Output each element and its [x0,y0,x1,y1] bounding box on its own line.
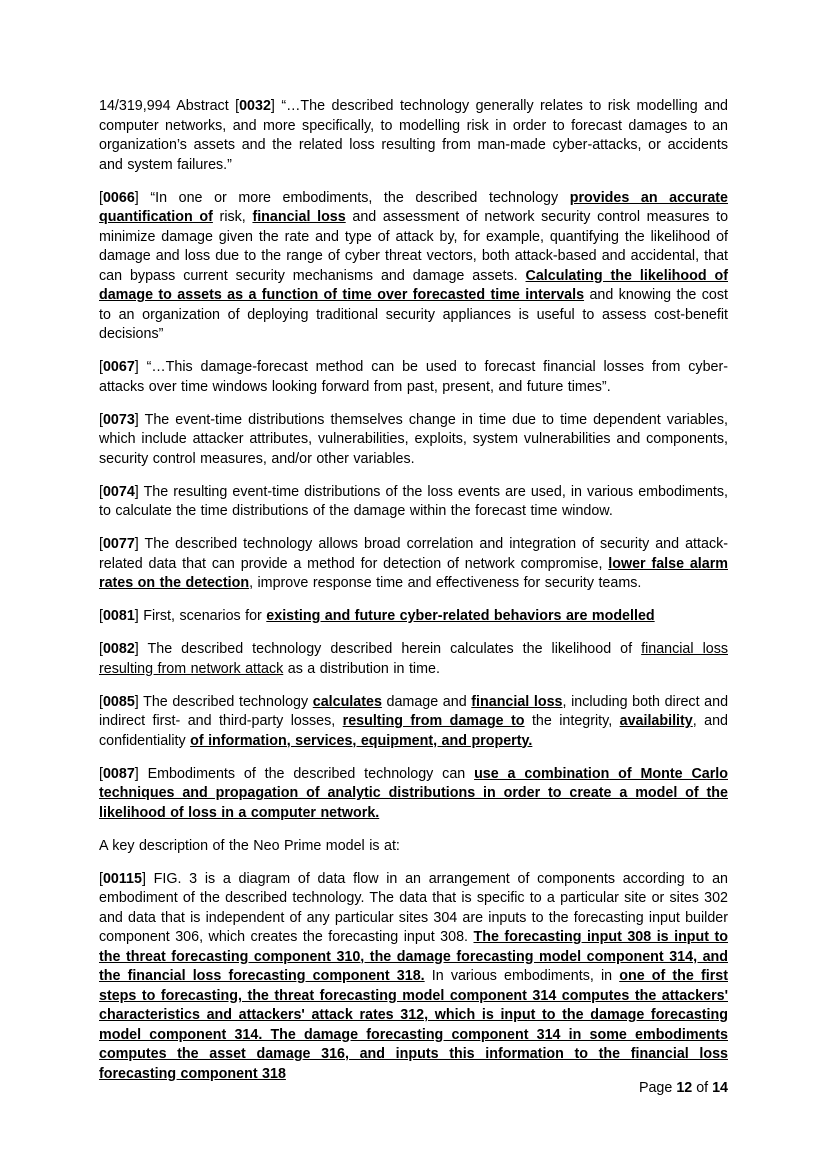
paragraph [99,189,728,345]
text-run: damage and [381,693,472,710]
text-run: [ [99,483,103,500]
paragraph [99,607,728,627]
text-run: existing and future cyber-related behaviors are modelled [266,608,655,624]
text-run: 0085 [102,693,135,710]
footer-page-number: 12 [676,1080,693,1096]
text-run: 0073 [102,411,135,428]
text-run: risk, [212,209,253,225]
paragraph [99,535,728,594]
text-run: [ [99,189,103,206]
text-run: 0066 [102,189,135,206]
text-run: In various embodiments, in [424,968,620,984]
text-run: [ [99,359,103,375]
text-run: ] FIG. 3 is a diagram of data flow in an arrangement of components according to an embodiment of the described technology. The data that is specific to a particular site or sites 302 and data that is independent of any particular sites 304 are inputs to the forecasting input builder component 306, which creates the forecasting input 308. [99,870,728,945]
paragraph [99,693,728,752]
text-run: , and confidentiality [99,713,728,749]
text-run: ] “In one or more embodiments, the described technology [134,189,570,206]
text-run: ] The described technology described herein calculates the likelihood of [134,641,642,657]
footer-page-prefix: Page [638,1080,677,1096]
text-run: and assessment of network security control measures to minimize damage given the rate and type of attack by, for example, quantifying the likelihood of damage and loss due to the range of cyber threat vectors, both attack-based and accidental, that can bypass current security mechanisms and damage assets. [99,209,729,284]
text-run: financial loss [471,693,563,710]
text-run: provides an accurate quantification of [99,189,728,225]
text-run: ] The described technology [134,693,313,710]
text-run: Calculating the likelihood of damage to assets as a function of time over forecasted time intervals [99,267,729,303]
text-run: [ [99,693,103,710]
text-run: 0087 [102,765,135,782]
text-run: 00115 [102,870,142,887]
paragraph [99,411,728,470]
text-run: ] “…The described technology generally relates to risk modelling and computer networks, and more specifically, to modelling risk in order to forecast damages to an organization’s assets and the related loss resulting from man-made cyber-attacks, or accidents and system failures.” [99,98,729,173]
text-run: the integrity, [524,713,620,729]
text-run: 14/319,994 Abstract [ [99,98,240,114]
text-run: 0082 [102,641,135,657]
text-run: [ [99,765,103,782]
page-footer [639,1079,728,1099]
text-run: [ [99,411,103,428]
paragraph [99,358,728,397]
text-run: [ [99,536,103,552]
text-run: 0032 [239,98,271,114]
text-run: 0081 [102,608,135,624]
text-run: ] The described technology allows broad correlation and integration of security and attack-related data that can provide a method for detection of network compromise, [99,536,728,572]
text-run: use a combination of Monte Carlo techniques and propagation of analytic distributions in order to create a model of the likelihood of loss in a computer network. [99,765,728,821]
document-body [99,97,728,1084]
text-run: ] The event-time distributions themselves change in time due to time dependent variables, which include attacker attributes, vulnerabilities, exploits, system vulnerabilities and components, security control measures, and/or other variables. [99,411,728,467]
text-run: ] The resulting event-time distributions of the loss events are used, in various embodiments, to calculate the time distributions of the damage within the forecast time window. [99,483,728,519]
text-run: as a distribution in time. [283,660,440,677]
text-run: , improve response time and effectiveness for security teams. [249,575,642,591]
text-run: , including both direct and indirect first- and third-party losses, [99,693,729,729]
text-run: ] Embodiments of the described technology can [134,765,475,782]
footer-of-label: of [692,1080,713,1096]
text-run: 0077 [102,536,135,552]
text-run: The forecasting input 308 is input to the threat forecasting component 310, the damage forecasting model component 314, and the financial loss forecasting component 318. [99,929,729,984]
text-run: one of the first steps to forecasting, the threat forecasting model component 314 computes the attackers' characteristics and attackers' attack rates 312, which is input to the damage forecasting model component 314. The damage forecasting component 314 in some embodiments computes the asset damage 316, and inputs this information to the financial loss forecasting component 318 [99,968,728,1082]
text-run: ] First, scenarios for [134,608,267,624]
paragraph [99,640,728,679]
paragraph [99,97,728,175]
paragraph [99,837,728,857]
text-run: of information, services, equipment, and property. [190,732,533,749]
text-run: financial loss resulting from network attack [99,641,728,677]
text-run: financial loss [252,209,346,225]
text-run: A key description of the Neo Prime model is at: [99,837,400,854]
text-run: ] “…This damage-forecast method can be used to forecast financial losses from cyber-attacks over time windows looking forward from past, present, and future times”. [99,359,728,395]
text-run: 0074 [102,483,135,500]
text-run: [ [99,641,103,657]
text-run: 0067 [102,359,135,375]
text-run: lower false alarm rates on the detection [99,555,728,591]
text-run: and knowing the cost to an organization of deploying traditional security appliances is useful to assess cost-benefit decisions” [99,287,728,342]
paragraph [99,483,728,522]
text-run: resulting from damage to [342,713,525,729]
text-run: availability [619,713,693,729]
text-run: [ [99,870,103,887]
paragraph [99,870,728,1085]
text-run: calculates [312,693,382,710]
footer-total-pages: 14 [712,1080,728,1096]
text-run: [ [99,608,103,624]
paragraph [99,765,728,824]
